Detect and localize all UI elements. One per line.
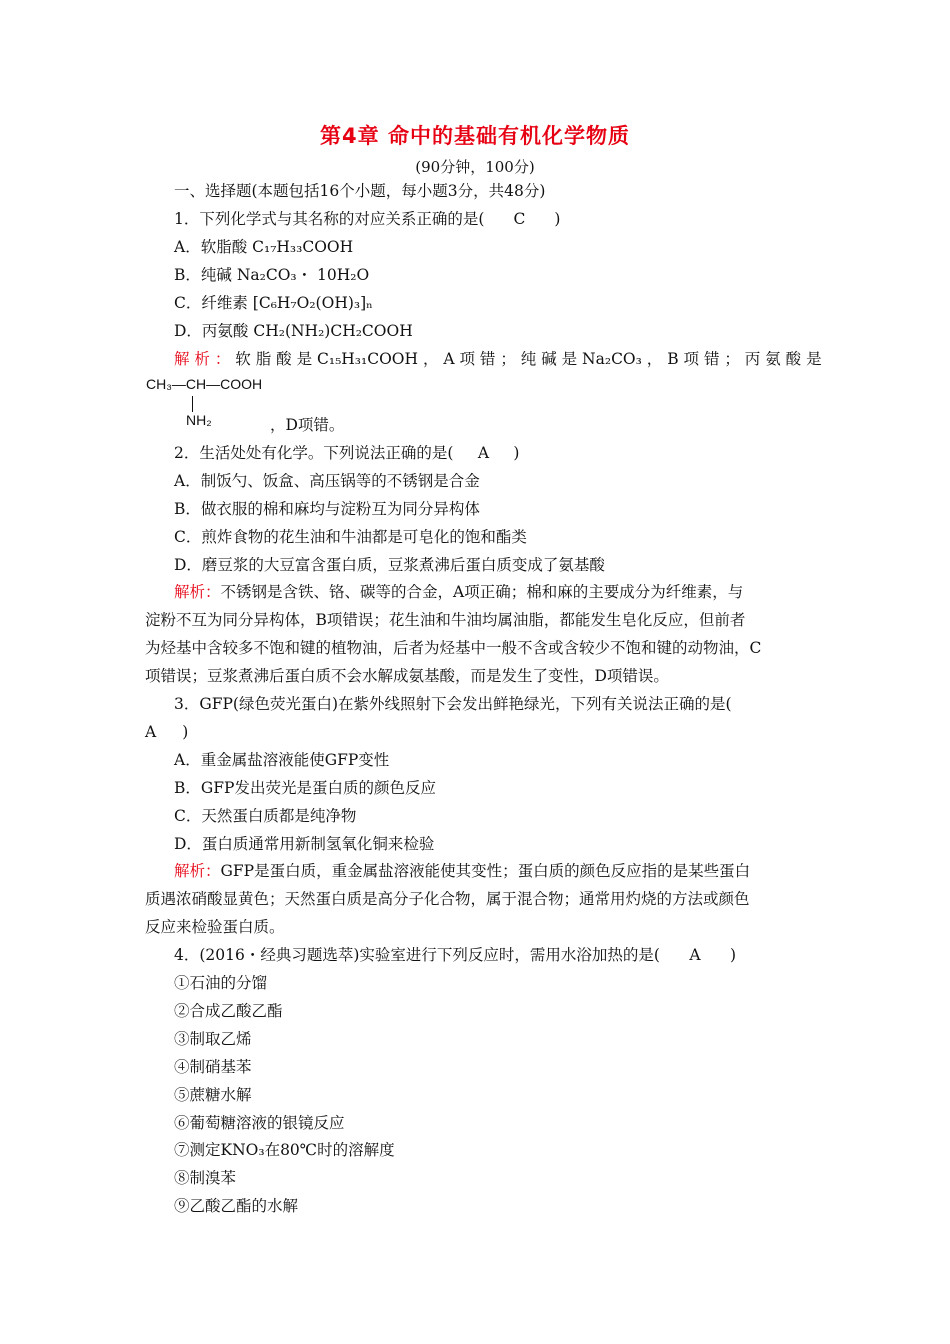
question-4-item: ⑦测定KNO₃在80℃时的溶解度 (174, 1141, 395, 1159)
question-1-option-c: C．纤维素 [C₆H₇O₂(OH)₃]ₙ (174, 294, 373, 312)
question-4-item: ③制取乙烯 (174, 1030, 252, 1048)
question-2-option-b: B．做衣服的棉和麻均与淀粉互为同分异构体 (174, 500, 480, 518)
structure-bond (192, 396, 193, 412)
analysis-label: 解析： (174, 862, 221, 880)
question-3-analysis-line-3: 反应来检验蛋白质。 (145, 918, 285, 936)
question-2-option-d: D．磨豆浆的大豆富含蛋白质，豆浆煮沸后蛋白质变成了氨基酸 (174, 556, 605, 574)
question-4-item: ①石油的分馏 (174, 974, 268, 992)
question-4-close: ) (729, 946, 737, 964)
section-heading: 一、选择题(本题包括16个小题，每小题3分，共48分) (174, 182, 546, 200)
alanine-structure (146, 376, 286, 426)
question-3-option-b: B．GFP发出荧光是蛋白质的颜色反应 (174, 779, 436, 797)
question-2-answer: A (477, 444, 490, 462)
question-2-stem (174, 443, 519, 463)
question-4-stem (174, 945, 736, 965)
question-3-stem: 3．GFP(绿色荧光蛋白)在紫外线照射下会发出鲜艳绿光，下列有关说法正确的是( (174, 695, 732, 713)
question-3-stem-cont (145, 722, 188, 742)
question-4-item: ②合成乙酸乙酯 (174, 1002, 283, 1020)
question-4-item: ⑧制溴苯 (174, 1169, 237, 1187)
question-2-analysis-line-4: 项错误；豆浆煮沸后蛋白质不会水解成氨基酸，而是发生了变性，D项错误。 (145, 667, 669, 685)
question-4-item: ④制硝基苯 (174, 1058, 252, 1076)
analysis-text: GFP是蛋白质，重金属盐溶液能使其变性；蛋白质的颜色反应指的是某些蛋白 (220, 862, 751, 880)
question-3-analysis-line-2: 质遇浓硝酸显黄色；天然蛋白质是高分子化合物，属于混合物；通常用灼烧的方法或颜色 (145, 890, 750, 908)
page-subtitle: (90分钟，100分) (415, 158, 535, 176)
question-1-option-d: D．丙氨酸 CH₂(NH₂)CH₂COOH (174, 322, 413, 340)
structure-main-chain: CH₃—CH—COOH (146, 376, 263, 392)
question-3-option-c: C．天然蛋白质都是纯净物 (174, 807, 357, 825)
question-2-analysis-line-1 (174, 582, 743, 602)
analysis-text: 软 脂 酸 是 C₁₅H₃₁COOH ， A 项 错 ； 纯 碱 是 Na₂CO₃ ， B 项 错 ； 丙 氨 酸 是 (230, 350, 822, 368)
analysis-text: 不锈钢是含铁、铬、碳等的合金，A项正确；棉和麻的主要成分为纤维素，与 (220, 583, 744, 601)
question-2-analysis-line-3: 为烃基中含较多不饱和键的植物油，后者为烃基中一般不含或含较少不饱和键的动物油，C (145, 639, 762, 657)
question-4-text: 4．(2016・经典习题选萃)实验室进行下列反应时，需用水浴加热的是( (174, 946, 660, 964)
question-2-option-a: A．制饭勺、饭盒、高压锅等的不锈钢是合金 (174, 472, 480, 490)
question-1-answer: C (513, 210, 526, 228)
question-1-analysis (174, 349, 822, 369)
question-1-close: ) (554, 210, 561, 228)
structure-amino-group: NH₂ (186, 412, 212, 428)
question-1-stem (174, 209, 560, 229)
page-title: 第4章 命中的基础有机化学物质 (320, 124, 630, 148)
analysis-label: 解析： (174, 583, 221, 601)
question-2-option-c: C．煎炸食物的花生油和牛油都是可皂化的饱和酯类 (174, 528, 527, 546)
question-3-option-a: A．重金属盐溶液能使GFP变性 (174, 751, 390, 769)
question-3-answer: A (145, 723, 157, 741)
question-4-item: ⑨乙酸乙酯的水解 (174, 1197, 299, 1215)
question-2-text: 2．生活处处有化学。下列说法正确的是( (174, 444, 454, 462)
question-3-close: ) (182, 723, 189, 741)
question-1-text: 1．下列化学式与其名称的对应关系正确的是( (174, 210, 485, 228)
question-4-answer: A (689, 946, 701, 964)
question-1-analysis-tail: ，D项错。 (270, 416, 345, 434)
question-4-item: ⑤蔗糖水解 (174, 1086, 252, 1104)
question-2-close: ) (513, 444, 520, 462)
question-3-analysis-line-1 (174, 861, 750, 881)
question-1-option-a: A．软脂酸 C₁₇H₃₃COOH (174, 238, 354, 256)
analysis-label: 解 析 ： (174, 350, 231, 368)
question-2-analysis-line-2: 淀粉不互为同分异构体，B项错误；花生油和牛油均属油脂，都能发生皂化反应，但前者 (145, 611, 746, 629)
question-4-item: ⑥葡萄糖溶液的银镜反应 (174, 1114, 345, 1132)
question-3-option-d: D．蛋白质通常用新制氢氧化铜来检验 (174, 835, 435, 853)
question-1-option-b: B．纯碱 Na₂CO₃・ 10H₂O (174, 266, 370, 284)
